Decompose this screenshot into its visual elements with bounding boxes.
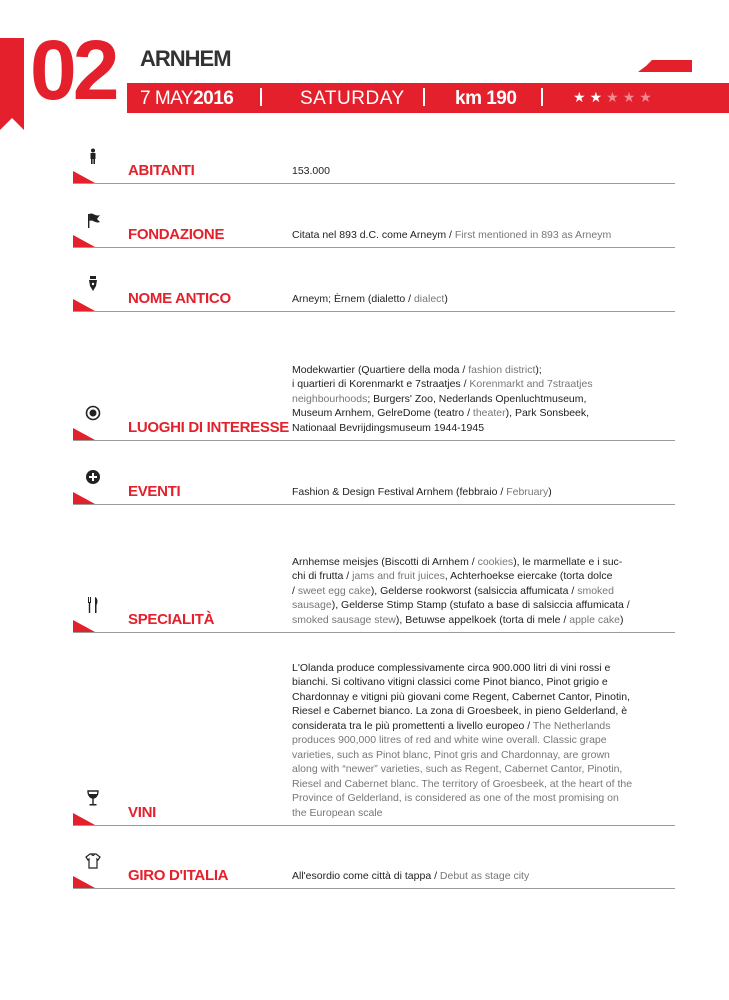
- italian-text: , Achterhoekse eiercake (torta dolce: [444, 570, 613, 582]
- value-line: [292, 690, 677, 705]
- value-line: [292, 421, 677, 436]
- italian-text: ): [548, 485, 552, 498]
- value-line: [292, 569, 677, 584]
- row-label: LUOGHI DI INTERESSE: [128, 419, 289, 436]
- row-value: [292, 661, 677, 821]
- divider: [260, 88, 262, 106]
- value-line: [292, 392, 677, 407]
- stage-number: 02: [30, 23, 116, 117]
- value-line: [292, 733, 677, 748]
- info-row: [73, 470, 675, 505]
- star-empty-icon: ★: [622, 89, 640, 105]
- info-row: [73, 850, 675, 889]
- italian-text: Riesel e Cabernet bianco. La zona di Groesbeek, in pieno Gelderland, è: [292, 705, 628, 717]
- date-day-month: 7 MAY: [140, 88, 194, 109]
- english-text: The Netherlands: [532, 719, 611, 732]
- star-empty-icon: ★: [606, 89, 623, 105]
- row-label: SPECIALITÀ: [128, 611, 215, 628]
- city-name: ARNHEM: [140, 46, 231, 71]
- row-value: [292, 869, 677, 884]
- stage-date: [140, 88, 233, 110]
- value-line: [292, 485, 677, 500]
- stage-distance: km 190: [455, 88, 517, 109]
- italian-text: Museum Arnhem, GelreDome (teatro /: [292, 407, 473, 419]
- value-line: [292, 613, 677, 628]
- english-text: smoked: [577, 584, 614, 597]
- row-value: [292, 164, 677, 179]
- italian-text: ): [444, 292, 448, 305]
- italian-text: considerata tra le più promettenti a livello europeo /: [292, 719, 533, 732]
- corner-ribbon-decoration: [73, 492, 95, 504]
- row-value: [292, 485, 677, 500]
- english-text: dialect: [413, 292, 445, 305]
- italian-text: );: [535, 363, 542, 376]
- flag-decoration: [638, 60, 692, 72]
- italian-text: chi di frutta /: [292, 570, 353, 582]
- row-label: EVENTI: [128, 483, 181, 500]
- info-row: [73, 148, 675, 184]
- english-text: neighbourhoods: [292, 392, 368, 405]
- italian-text: L'Olanda produce complessivamente circa 900.000 litri di vini rossi e: [292, 661, 611, 674]
- english-text: theater: [472, 407, 506, 419]
- target-icon: [85, 405, 101, 421]
- corner-ribbon-decoration: [73, 428, 95, 440]
- english-text: sweet egg cake: [297, 584, 371, 597]
- value-line: [292, 806, 677, 821]
- date-year: 2016: [193, 88, 234, 109]
- value-line: [292, 791, 677, 806]
- english-text: Province of Gelderland, is considered as one of the most promising on: [292, 792, 619, 804]
- row-label: VINI: [128, 804, 156, 821]
- value-line: [292, 675, 677, 690]
- row-label: NOME ANTICO: [128, 290, 231, 307]
- italian-text: ), Gelderse rookworst (salsiccia affumicata /: [370, 584, 578, 597]
- value-line: [292, 719, 677, 734]
- fork-knife-icon: [85, 597, 101, 613]
- divider: [423, 88, 425, 106]
- english-text: First mentioned in 893 as Arneym: [454, 228, 612, 241]
- english-text: Debut as stage city: [439, 869, 530, 882]
- english-text: apple cake: [569, 613, 621, 626]
- value-line: [292, 762, 677, 777]
- english-text: sausage: [292, 599, 332, 611]
- italian-text: Arnhemse meisjes (Biscotti di Arnhem /: [292, 555, 478, 568]
- value-line: [292, 292, 677, 307]
- english-text: cookies: [477, 555, 514, 568]
- star-filled-icon: ★: [589, 89, 607, 105]
- italian-text: Citata nel 893 d.C. come Arneym /: [292, 228, 455, 241]
- english-text: fashion district: [468, 363, 536, 376]
- corner-ribbon-decoration: [73, 620, 95, 632]
- row-value: [292, 228, 677, 243]
- row-value: [292, 363, 677, 436]
- italian-text: ): [620, 613, 624, 626]
- english-text: produces 900,000 litres of red and white wine overall. Classic grape: [292, 734, 607, 746]
- value-line: [292, 869, 677, 884]
- jersey-icon: [85, 853, 101, 869]
- row-value: [292, 292, 677, 307]
- value-line: [292, 406, 677, 421]
- italian-text: ), Park Sonsbeek,: [505, 407, 590, 419]
- info-row: [73, 277, 675, 312]
- italian-text: All'esordio come città di tappa /: [292, 869, 440, 882]
- stage-weekday: SATURDAY: [300, 88, 405, 109]
- italian-text: ; Burgers' Zoo, Nederlands Openluchtmuseum,: [367, 392, 587, 405]
- italian-text: 153.000: [292, 164, 330, 177]
- pen-nib-icon: [85, 276, 101, 292]
- italian-text: Modekwartier (Quartiere della moda /: [292, 363, 469, 376]
- italian-text: /: [292, 584, 298, 597]
- italian-text: Fashion & Design Festival Arnhem (febbraio /: [292, 485, 507, 498]
- red-ribbon-decoration: [0, 38, 24, 130]
- info-row: [73, 655, 675, 826]
- row-value: [292, 555, 677, 628]
- italian-text: ), Gelderse Stimp Stamp (stufato a base di salsiccia affumicata /: [331, 599, 630, 611]
- value-line: [292, 704, 677, 719]
- italian-text: ), le marmellate e i suc-: [513, 555, 623, 568]
- value-line: [292, 377, 677, 392]
- italian-text: Nationaal Bevrijdingsmuseum 1944-1945: [292, 421, 485, 434]
- difficulty-rating: [573, 89, 656, 106]
- italian-text: ), Betuwse appelkoek (torta di mele /: [395, 613, 570, 626]
- row-label: GIRO D'ITALIA: [128, 867, 229, 884]
- english-text: along with “newer” varieties, such as Regent, Cabernet Cantor, Pinotin,: [292, 763, 623, 775]
- english-text: Korenmarkt and 7straatjes: [469, 378, 593, 390]
- divider: [541, 88, 543, 106]
- value-line: [292, 661, 677, 676]
- corner-ribbon-decoration: [73, 299, 95, 311]
- star-empty-icon: ★: [639, 89, 656, 105]
- value-line: [292, 584, 677, 599]
- value-line: [292, 598, 677, 613]
- stage-info-band: [127, 83, 729, 113]
- english-text: jams and fruit juices: [352, 570, 445, 582]
- italian-text: Chardonnay e vitigni più giovani come Regent, Cabernet Cantor, Pinotin,: [292, 690, 630, 703]
- value-line: [292, 555, 677, 570]
- row-label: FONDAZIONE: [128, 226, 225, 243]
- info-row: [73, 213, 675, 248]
- value-line: [292, 777, 677, 792]
- english-text: February: [506, 485, 549, 498]
- english-text: Riesel and Cabernet blanc. The territory of Groesbeek, at the heart of the: [292, 777, 633, 790]
- english-text: varieties, such as Pinot blanc, Pinot gris and Chardonnay, are grown: [292, 748, 610, 761]
- corner-ribbon-decoration: [73, 235, 95, 247]
- italian-text: i quartieri di Korenmarkt e 7straatjes /: [292, 378, 470, 390]
- english-text: the European scale: [292, 806, 383, 819]
- value-line: [292, 748, 677, 763]
- person-icon: [85, 148, 101, 164]
- corner-ribbon-decoration: [73, 876, 95, 888]
- value-line: [292, 228, 677, 243]
- star-filled-icon: ★: [573, 89, 590, 105]
- value-line: [292, 164, 677, 179]
- plus-circle-icon: [85, 469, 101, 485]
- corner-ribbon-decoration: [73, 171, 95, 183]
- wine-glass-icon: [85, 790, 101, 806]
- corner-ribbon-decoration: [73, 813, 95, 825]
- info-row: [73, 341, 675, 441]
- info-row: [73, 535, 675, 633]
- italian-text: bianchi. Si coltivano vitigni classici come Pinot bianco, Pinot grigio e: [292, 676, 608, 688]
- english-text: smoked sausage stew: [292, 613, 396, 626]
- flag-icon: [85, 212, 101, 228]
- value-line: [292, 363, 677, 378]
- row-label: ABITANTI: [128, 162, 195, 179]
- italian-text: Arneym; Èrnem (dialetto /: [292, 292, 414, 305]
